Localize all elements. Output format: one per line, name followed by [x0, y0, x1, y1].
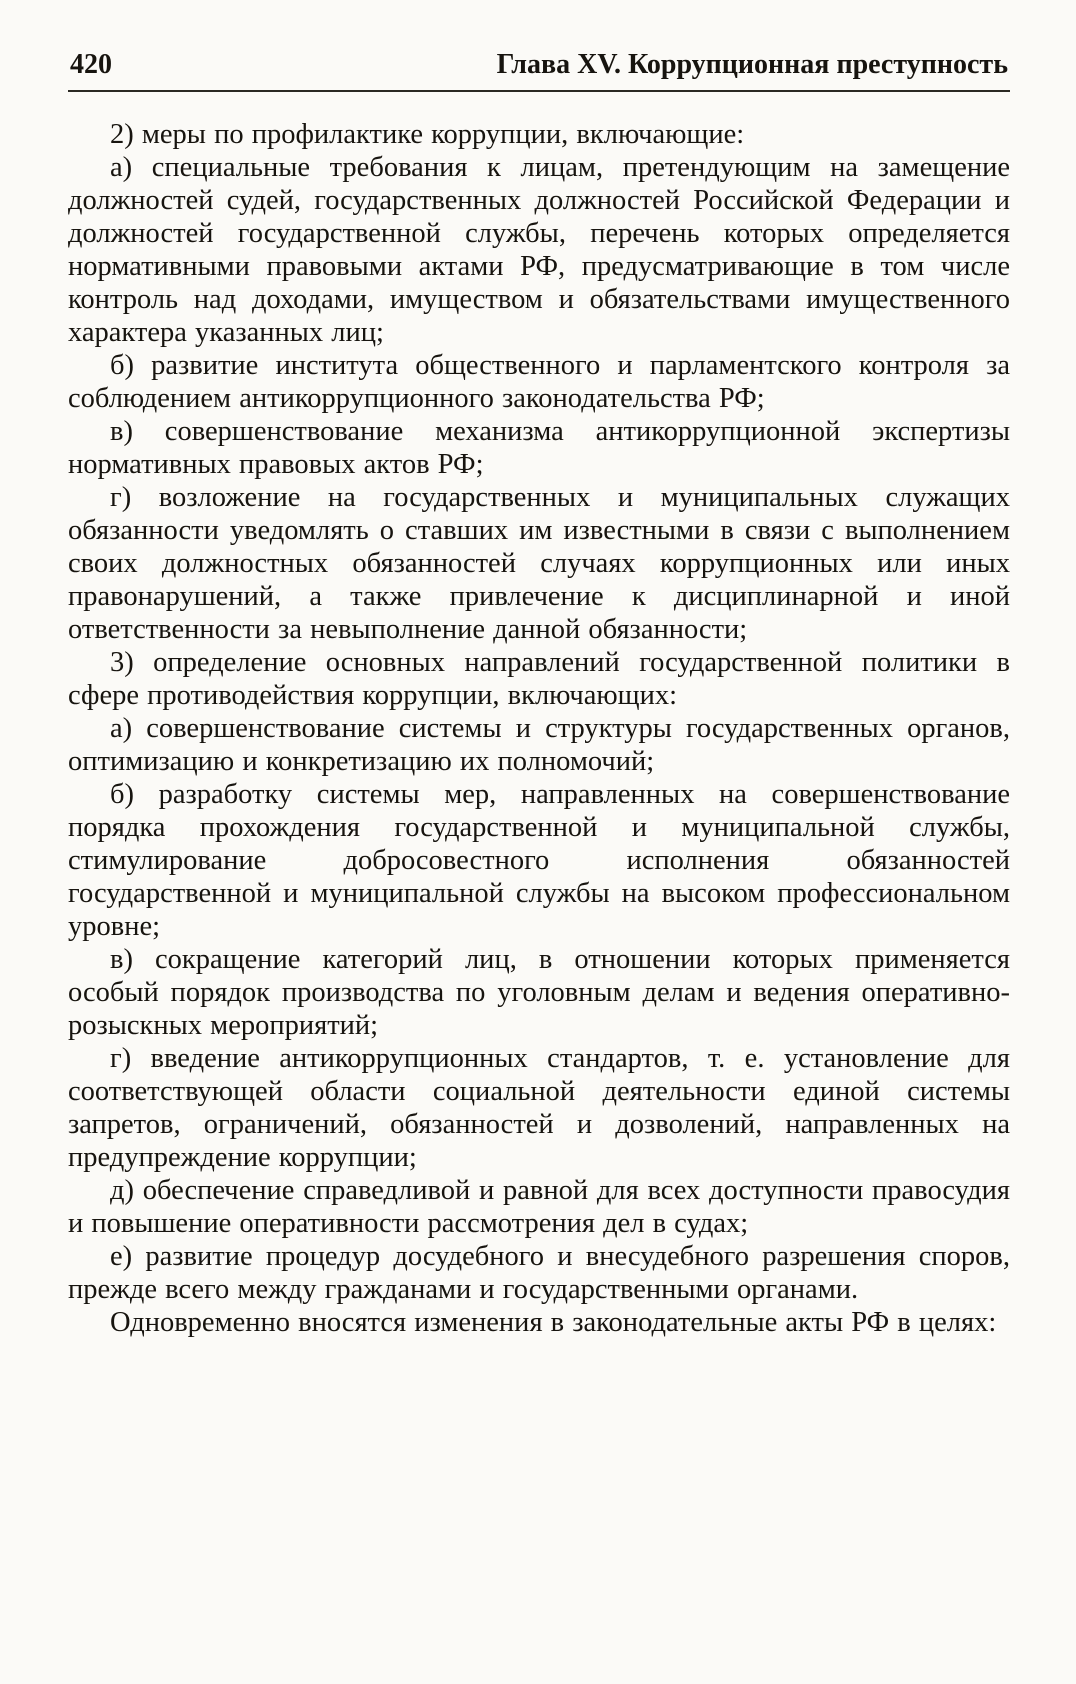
paragraph: в) сокращение категорий лиц, в отношении которых применяется особый порядок производства по уголовным делам и ведения оперативно-розыскных мероприятий;	[68, 943, 1010, 1041]
paragraph: г) возложение на государственных и муниципальных служащих обязанности уведомлять о ставших им известными в связи с выполнением своих должностных обязанностей случаях коррупционных или иных правонарушений, а также привлечение к дисциплинарной и иной ответственности за невыполнение данной обязанности;	[68, 481, 1010, 645]
running-header	[68, 50, 1010, 90]
paragraph: 2) меры по профилактике коррупции, включающие:	[110, 118, 745, 150]
header-rule	[68, 90, 1010, 92]
paragraph: б) развитие института общественного и парламентского контроля за соблюдением антикоррупционного законодательства РФ;	[68, 349, 1010, 414]
chapter-title: Глава XV. Коррупционная преступность	[496, 49, 1008, 80]
page-body	[68, 118, 1010, 1339]
paragraph: г) введение антикоррупционных стандартов, т. е. установление для соответствующей области социальной деятельности единой системы запретов, ограничений, обязанностей и дозволений, направленных на предупреждение коррупции;	[68, 1042, 1010, 1173]
page-number: 420	[70, 49, 112, 80]
paragraph: д) обеспечение справедливой и равной для всех доступности правосудия и повышение оперативности рассмотрения дел в судах;	[68, 1174, 1010, 1239]
paragraph: Одновременно вносятся изменения в законодательные акты РФ в целях:	[110, 1306, 997, 1338]
paragraph: а) специальные требования к лицам, претендующим на замещение должностей судей, государственных должностей Российской Федерации и должностей государственной службы, перечень которых определяется нормативными правовыми актами РФ, предусматривающие в том числе контроль над доходами, имуществом и обязательствами имущественного характера указанных лиц;	[68, 151, 1010, 348]
paragraph: 3) определение основных направлений государственной политики в сфере противодействия коррупции, включающих:	[68, 646, 1010, 711]
paragraph: е) развитие процедур досудебного и внесудебного разрешения споров, прежде всего между гражданами и государственными органами.	[68, 1240, 1010, 1305]
paragraph: б) разработку системы мер, направленных на совершенствование порядка прохождения государственной и муниципальной службы, стимулирование добросовестного исполнения обязанностей государственной и муниципальной службы на высоком профессиональном уровне;	[68, 778, 1010, 942]
paragraph: а) совершенствование системы и структуры государственных органов, оптимизацию и конкретизацию их полномочий;	[68, 712, 1010, 777]
paragraph: в) совершенствование механизма антикоррупционной экспертизы нормативных правовых актов РФ;	[68, 415, 1010, 480]
